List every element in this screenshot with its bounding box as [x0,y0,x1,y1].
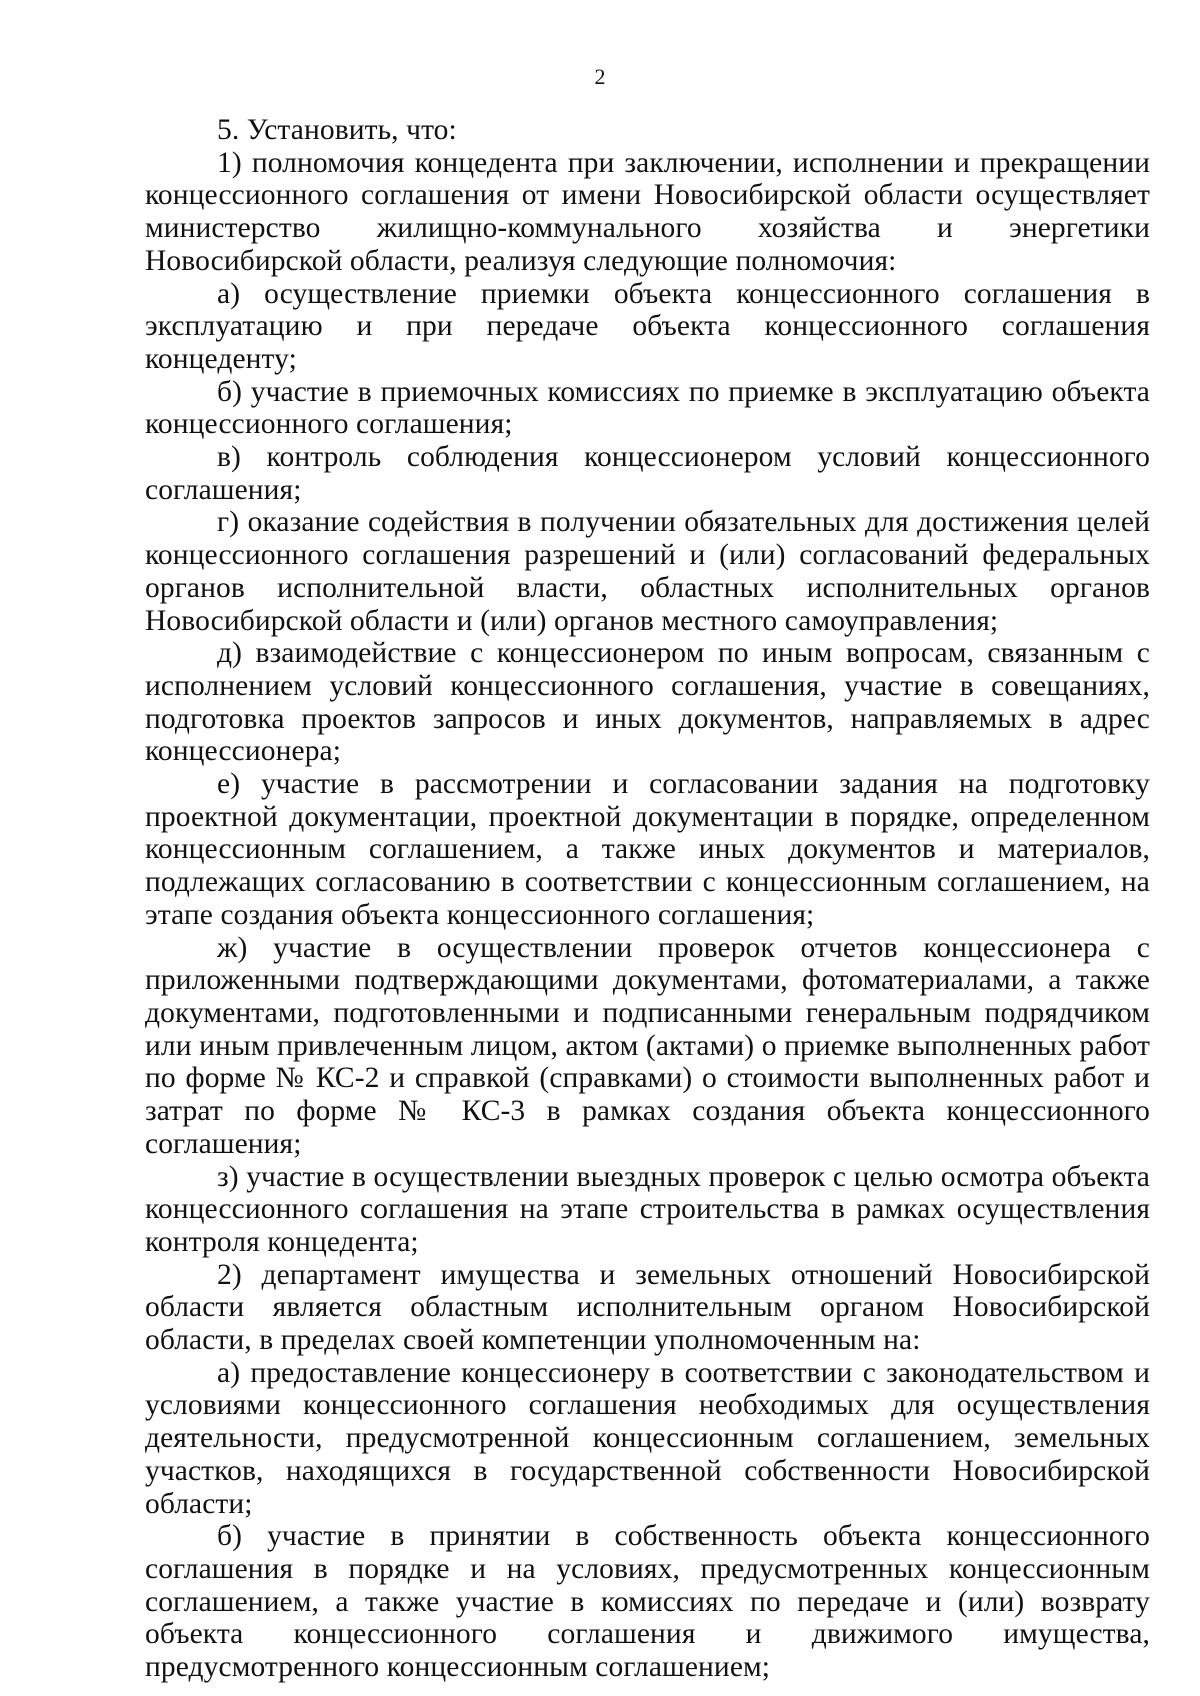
page-number: 2 [594,64,606,89]
paragraph-subitem-1d: д) взаимодействие с концессионером по иным вопросам, связанным с исполнением условий концессионного соглашения, участие в совещаниях, подготовка проектов запросов и иных документов, направляемых в адрес концессионера; [145,637,1150,768]
paragraph-subitem-2b: б) участие в принятии в собственность объекта концессионного соглашения в порядке и на условиях, предусмотренных концессионным соглашением, а также участие в комиссиях по передаче и (или) возврату объекта концессионного соглашения и движимого имущества, предусмотренного концессионным соглашением; [145,1520,1150,1684]
paragraph-subitem-1z: з) участие в осуществлении выездных проверок с целью осмотра объекта концессионного соглашения на этапе строительства в рамках осуществления контроля концедента; [145,1160,1150,1258]
paragraph-subitem-1: 1) полномочия концедента при заключении, исполнении и прекращении концессионного соглашения от имени Новосибирской области осуществляет министерство жилищно-коммунального хозяйства и энергетики Новосибирской области, реализуя следующие полномочия: [145,146,1150,277]
paragraph-subitem-1a: а) осуществление приемки объекта концессионного соглашения в эксплуатацию и при передаче объекта концессионного соглашения концеденту; [145,277,1150,375]
document-body [145,114,1150,1684]
paragraph-item-5-intro: 5. Установить, что: [217,114,457,146]
paragraph-subitem-1g: г) оказание содействия в получении обязательных для достижения целей концессионного соглашения разрешений и (или) согласований федеральных органов исполнительной власти, областных исполнительных органов Новосибирской области и (или) органов местного самоуправления; [145,506,1150,637]
paragraph-subitem-2a: а) предоставление концессионеру в соответствии с законодательством и условиями концессионного соглашения необходимых для осуществления деятельности, предусмотренной концессионным соглашением, земельных участков, находящихся в государственной собственности Новосибирской области; [145,1356,1150,1520]
paragraph-subitem-1zh: ж) участие в осуществлении проверок отчетов концессионера с приложенными подтверждающими документами, фотоматериалами, а также документами, подготовленными и подписанными генеральным подрядчиком или иным привлеченным лицом, актом (актами) о приемке выполненных работ по форме № КС-2 и справкой (справками) о стоимости выполненных работ и затрат по форме № КС-3 в рамках создания объекта концессионного соглашения; [145,931,1150,1160]
paragraph-subitem-1e: е) участие в рассмотрении и согласовании задания на подготовку проектной документации, проектной документации в порядке, определенном концессионным соглашением, а также иных документов и материалов, подлежащих согласованию в соответствии с концессионным соглашением, на этапе создания объекта концессионного соглашения; [145,768,1150,931]
paragraph-subitem-2: 2) департамент имущества и земельных отношений Новосибирской области является областным исполнительным органом Новосибирской области, в пределах своей компетенции уполномоченным на: [145,1258,1150,1357]
paragraph-subitem-1v: в) контроль соблюдения концессионером условий концессионного соглашения; [145,441,1150,506]
paragraph-subitem-1b: б) участие в приемочных комиссиях по приемке в эксплуатацию объекта концессионного соглашения; [145,375,1150,441]
